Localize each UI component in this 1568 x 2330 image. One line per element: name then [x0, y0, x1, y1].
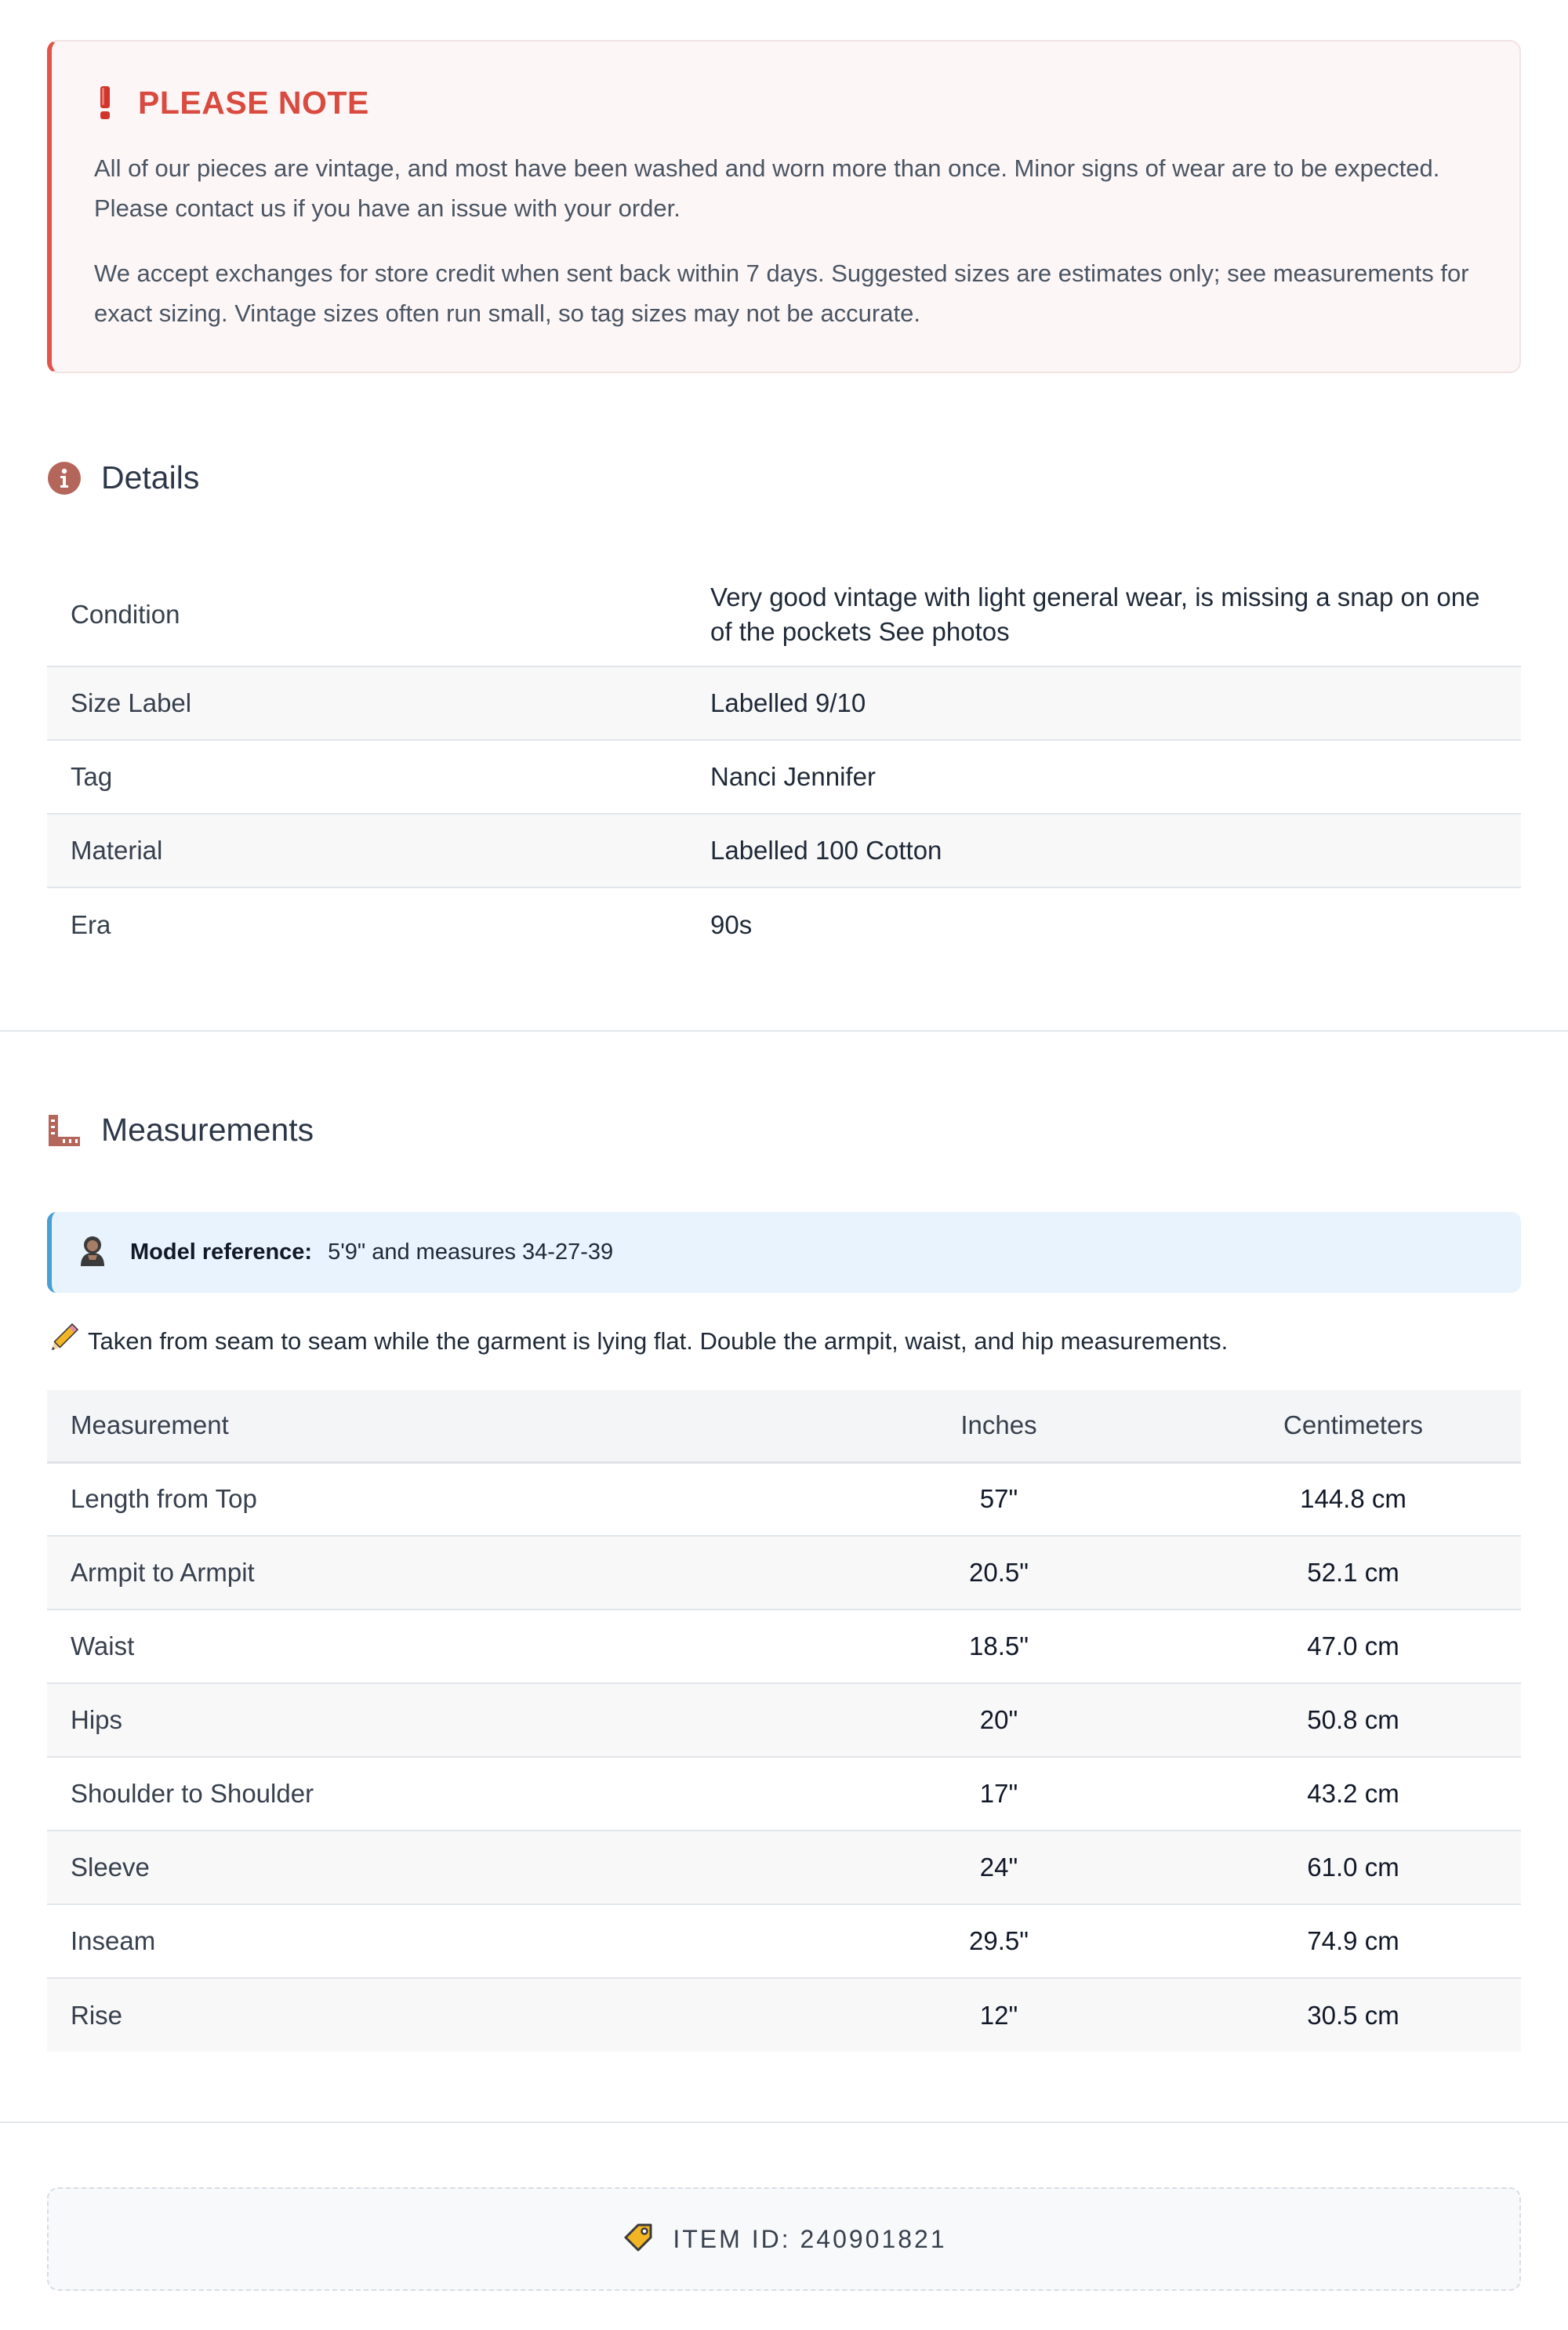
column-header: Measurement — [47, 1390, 812, 1462]
pencil-icon — [47, 1323, 78, 1359]
measurement-inches: 29.5" — [812, 1904, 1185, 1978]
section-title: Measurements — [101, 1112, 314, 1148]
measurement-tip-text: Taken from seam to seam while the garment is lying flat. Double the armpit, waist, and hip measurements. — [88, 1327, 1229, 1355]
measurement-name: Armpit to Armpit — [47, 1536, 812, 1610]
measurement-inches: 20" — [812, 1683, 1185, 1757]
details-header — [47, 459, 199, 496]
measurement-inches: 57" — [812, 1462, 1185, 1536]
measurement-cm: 74.9 cm — [1185, 1904, 1521, 1978]
details-row — [47, 814, 1521, 887]
measurement-name: Waist — [47, 1610, 812, 1683]
measurements-header — [47, 1112, 314, 1149]
table-row — [47, 1536, 1521, 1610]
detail-label: Condition — [47, 563, 710, 666]
measurement-cm: 47.0 cm — [1185, 1610, 1521, 1683]
notice-header — [94, 79, 1475, 126]
notice-box — [47, 40, 1521, 373]
table-row — [47, 1610, 1521, 1683]
detail-label: Era — [71, 909, 111, 939]
item-id-text: ITEM ID: 240901821 — [673, 2224, 947, 2253]
detail-value: Nanci Jennifer — [710, 740, 1521, 814]
measurement-name: Sleeve — [47, 1831, 812, 1904]
table-row — [47, 1757, 1521, 1831]
ruler-icon — [47, 1113, 82, 1148]
measurement-cm: 43.2 cm — [1185, 1757, 1521, 1831]
section-divider — [0, 2121, 1568, 2123]
model-reference-value: 5'9" and measures 34-27-39 — [328, 1239, 614, 1265]
detail-label: Material — [47, 814, 710, 887]
table-row — [47, 1831, 1521, 1904]
item-id-box — [47, 2187, 1521, 2291]
measurement-name: Shoulder to Shoulder — [47, 1757, 812, 1831]
detail-value: 90s — [710, 909, 753, 939]
measurement-name: Hips — [47, 1683, 812, 1757]
notice-paragraph: We accept exchanges for store credit when sent back within 7 days. Suggested sizes are estimates only; see measurements for exact sizing. Vintage sizes often run small, so tag sizes may not be accurate. — [94, 259, 1469, 327]
details-row — [47, 740, 1521, 814]
table-row — [47, 1978, 1521, 2052]
details-table — [47, 563, 1521, 961]
section-divider — [0, 1030, 1568, 1032]
detail-label: Tag — [47, 740, 710, 814]
model-person-icon — [78, 1235, 107, 1270]
model-reference-label: Model reference: — [130, 1239, 313, 1265]
column-header: Centimeters — [1185, 1390, 1521, 1462]
detail-label: Size Label — [47, 666, 710, 740]
info-circle-icon — [47, 461, 82, 495]
detail-value: Labelled 100 Cotton — [710, 814, 1521, 887]
measurement-inches: 12" — [812, 1978, 1185, 2052]
measurement-inches: 24" — [812, 1831, 1185, 1904]
measurement-name: Rise — [47, 1978, 812, 2052]
measurement-cm: 50.8 cm — [1185, 1683, 1521, 1757]
tag-icon — [621, 2220, 655, 2259]
model-reference-box — [47, 1212, 1521, 1293]
measurement-tip — [47, 1323, 1228, 1359]
measurement-cm: 61.0 cm — [1185, 1831, 1521, 1904]
detail-value: Labelled 9/10 — [710, 666, 1521, 740]
detail-value: Very good vintage with light general wear, is missing a snap on one of the pockets See photos — [710, 563, 1521, 666]
column-header: Inches — [812, 1390, 1185, 1462]
table-row — [47, 1462, 1521, 1536]
measurement-inches: 18.5" — [812, 1610, 1185, 1683]
table-header-row — [47, 1390, 1521, 1462]
measurement-cm: 144.8 cm — [1185, 1462, 1521, 1536]
notice-paragraph: All of our pieces are vintage, and most have been washed and worn more than once. Minor signs of wear are to be expected. Please contact us if you have an issue with your order. — [94, 154, 1440, 222]
details-row — [47, 887, 1521, 961]
measurement-name: Inseam — [47, 1904, 812, 1978]
table-row — [47, 1904, 1521, 1978]
section-title: Details — [101, 459, 200, 495]
measurement-name: Length from Top — [47, 1462, 812, 1536]
measurements-table — [47, 1390, 1521, 2052]
measurement-cm: 52.1 cm — [1185, 1536, 1521, 1610]
measurement-inches: 17" — [812, 1757, 1185, 1831]
table-row — [47, 1683, 1521, 1757]
measurement-inches: 20.5" — [812, 1536, 1185, 1610]
exclamation-icon — [94, 86, 116, 119]
notice-title: PLEASE NOTE — [138, 84, 369, 121]
details-row — [47, 666, 1521, 740]
details-row — [47, 563, 1521, 666]
measurement-cm: 30.5 cm — [1185, 1978, 1521, 2052]
